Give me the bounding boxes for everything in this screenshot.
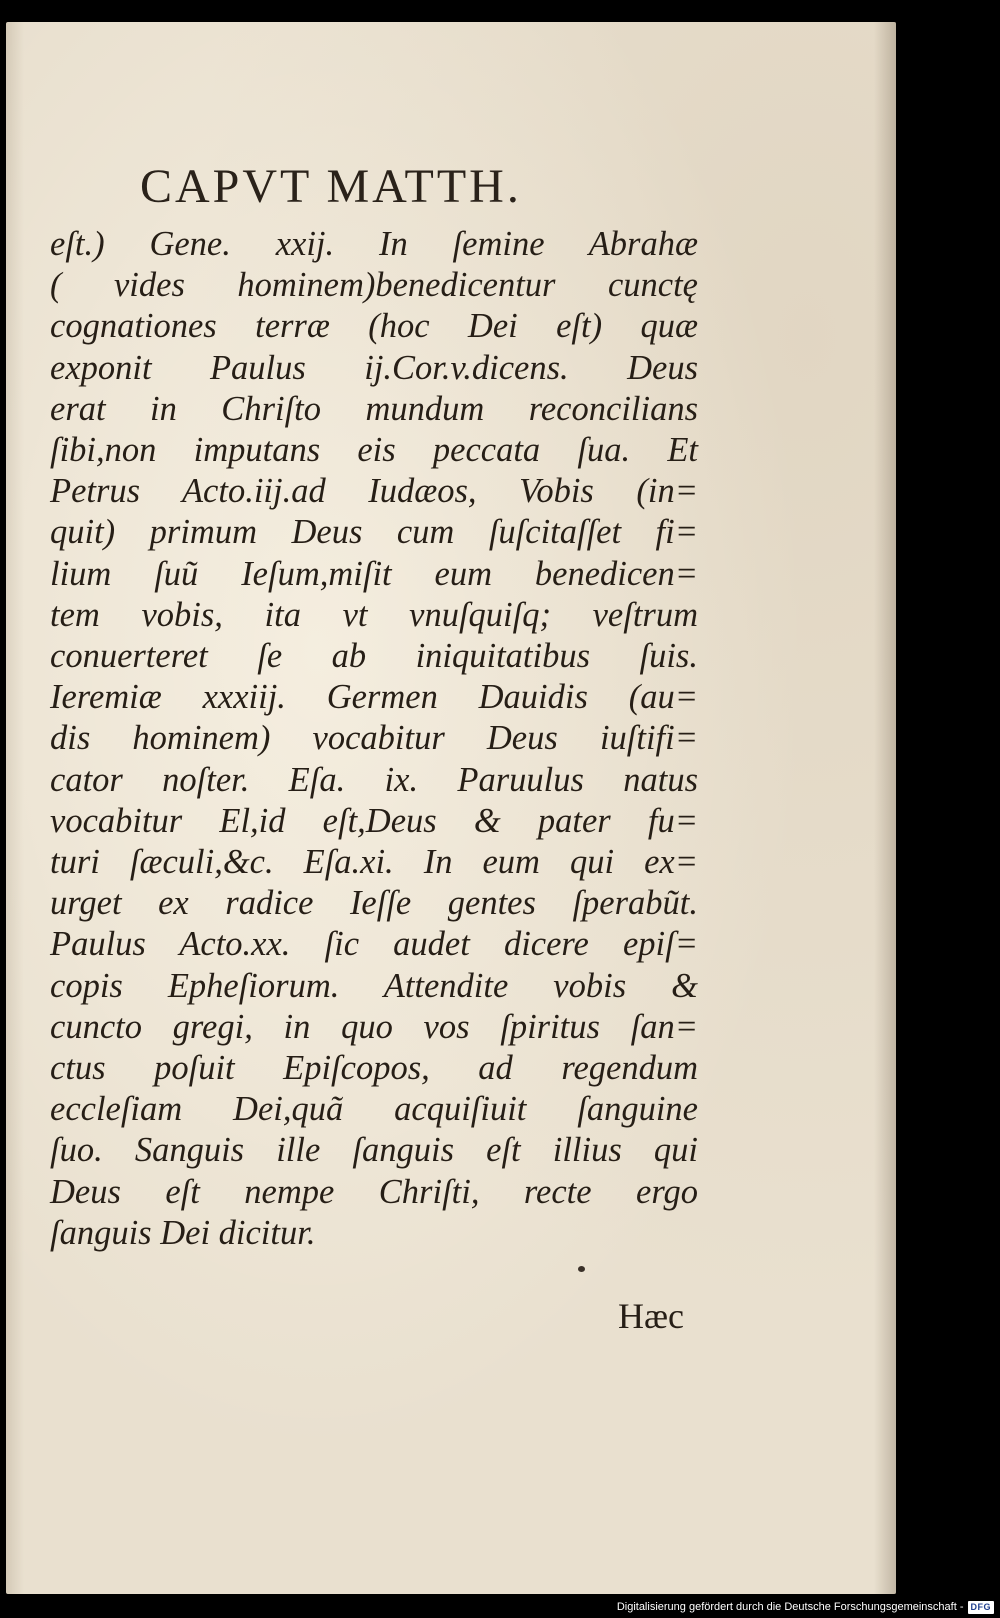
text-line: quit) primum Deus cum ſuſcitaſſet fi= xyxy=(50,513,698,552)
text-line: vocabitur El,id eſt,Deus & pater fu= xyxy=(50,801,698,840)
ink-speck xyxy=(578,1266,585,1272)
digitization-credit xyxy=(617,1598,994,1616)
body-text xyxy=(50,224,698,1254)
text-line: cognationes terræ (hoc Dei eſt) quæ xyxy=(50,307,698,346)
running-head: CAPVT MATTH. xyxy=(140,160,522,213)
text-line: cuncto gregi, in quo vos ſpiritus ſan= xyxy=(50,1007,698,1046)
text-line: urget ex radice Ieſſe gentes ſperabũt. xyxy=(50,884,698,923)
text-line: copis Epheſiorum. Attendite vobis & xyxy=(50,966,698,1005)
text-line: Ieremiæ xxxiij. Germen Dauidis (au= xyxy=(50,678,698,717)
text-line: Petrus Acto.iij.ad Iudæos, Vobis (in= xyxy=(50,472,698,511)
text-line: ( vides hominem)benedicentur cunctę xyxy=(50,266,698,305)
dfg-logo: DFG xyxy=(968,1601,995,1614)
text-line: cator noſter. Eſa. ix. Paruulus natus xyxy=(50,760,698,799)
text-line: eccleſiam Dei,quã acquiſiuit ſanguine xyxy=(50,1090,698,1129)
text-line: eſt.) Gene. xxij. In ſemine Abrahæ xyxy=(50,225,698,263)
text-line: erat in Chriſto mundum reconcilians xyxy=(50,389,698,428)
page-edge-shadow xyxy=(874,22,896,1594)
text-line: ſanguis Dei dicitur. xyxy=(50,1213,316,1252)
text-line: tem vobis, ita vt vnuſquiſq; veſtrum xyxy=(50,595,698,634)
text-line: ctus poſuit Epiſcopos, ad regendum xyxy=(50,1049,698,1088)
text-line: ſuo. Sanguis ille ſanguis eſt illius qui xyxy=(50,1131,698,1170)
text-line: ſibi,non imputans eis peccata ſua. Et xyxy=(50,431,698,470)
text-line: Paulus Acto.xx. ſic audet dicere epiſ= xyxy=(50,925,698,964)
text-line: Deus eſt nempe Chriſti, recte ergo xyxy=(50,1172,698,1211)
text-line: exponit Paulus ij.Cor.v.dicens. Deus xyxy=(50,348,698,387)
text-line: dis hominem) vocabitur Deus iuſtifi= xyxy=(50,719,698,758)
text-line: turi ſæculi,&c. Eſa.xi. In eum qui ex= xyxy=(50,843,698,882)
text-line: conuerteret ſe ab iniquitatibus ſuis. xyxy=(50,637,698,676)
book-page xyxy=(6,22,896,1594)
catchword: Hæc xyxy=(618,1296,684,1336)
credit-text: Digitalisierung gefördert durch die Deutsche Forschungsgemeinschaft - xyxy=(616,1601,964,1613)
text-line: lium ſuũ Ieſum,miſit eum benedicen= xyxy=(50,554,698,593)
